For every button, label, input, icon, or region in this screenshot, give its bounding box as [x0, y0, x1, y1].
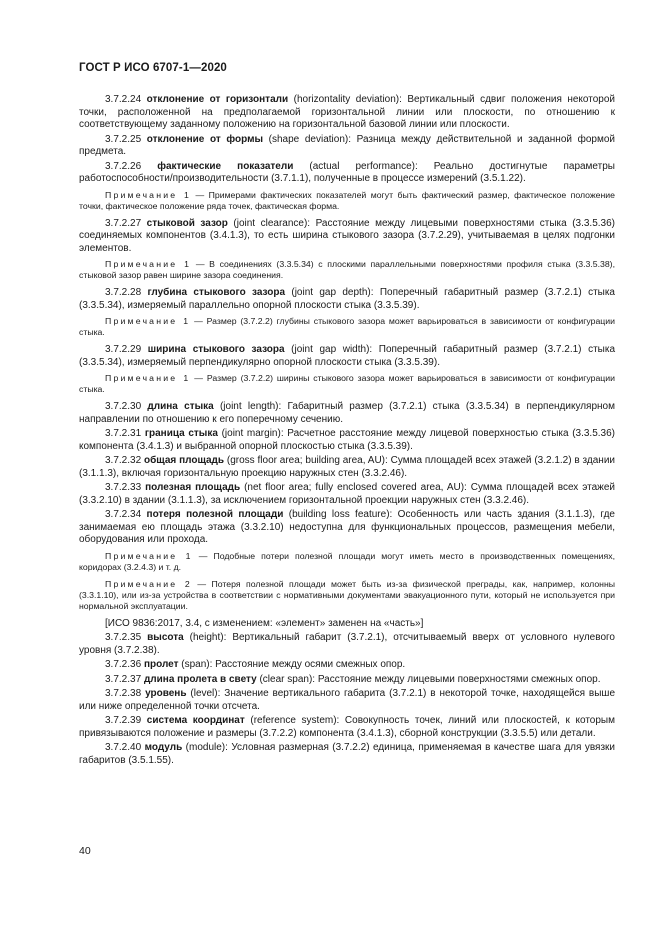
term-number: 3.7.2.34 — [105, 509, 142, 520]
note-label: Примечание 1 — [105, 259, 192, 269]
note-text: — Потеря полезной площади может быть из-за физической преграды, как, например, колонны (3.3.1.10), или из-за устройства в соответствии с нормативными документами эвакуационного пути, который не используется при нормальной эксплуатации. — [79, 578, 615, 611]
term-definition: (horizontality deviation): Вертикальный сдвиг положения некоторой точки, расположенной на предполагаемой горизонтальной линии или плоскости, по отношению к соответствующему заданному положению на горизонтальной базовой линии или плоскости. — [79, 94, 616, 130]
term-title: общая площадь — [144, 455, 225, 466]
note-label: Примечание 1 — [105, 189, 191, 200]
term-number: 3.7.2.27 — [105, 217, 142, 229]
term-definition: (net floor area; fully enclosed covered area, AU): Сумма площадей всех этажей (3.3.2.10) в здании (3.1.1.3), за исключением горизонтальной проекции наружных стен (3.3.2.46). — [79, 482, 616, 506]
term-number: 3.7.2.40 — [105, 742, 142, 753]
term-definition: (joint margin): Расчетное расстояние между лицевой поверхностью стыка (3.3.5.36) компонента (3.4.1.3) и выбранной опорной плоскостью стыка (3.3.5.39). — [79, 428, 615, 452]
term-title: граница стыка — [144, 428, 218, 439]
term-number: 3.7.2.30 — [105, 401, 142, 412]
term-entry — [79, 674, 615, 687]
source-text: [ИСО 9836:2017, 3.4, с изменением: «элемент» заменен на «часть»] — [105, 617, 424, 629]
term-title: фактические показатели — [157, 160, 294, 172]
term-entry — [79, 455, 615, 480]
note — [79, 316, 615, 338]
term-title: система координат — [146, 715, 245, 726]
note-text: — Размер (3.7.2.2) ширины стыкового зазора может варьироваться в зависимости от конфигурации стыка. — [79, 373, 615, 394]
term-definition: (joint gap depth): Поперечный габаритный размер (3.7.2.1) стыка (3.3.5.34), измеряемый параллельно опорной плоскости стыка (3.3.5.39). — [79, 287, 615, 311]
term-entry — [79, 632, 615, 657]
term-entry — [79, 94, 615, 132]
note-text: — Размер (3.7.2.2) глубины стыкового зазора может варьироваться в зависимости от конфигурации стыка. — [79, 316, 615, 337]
term-title: полезная площадь — [145, 482, 241, 493]
term-definition: (reference system): Совокупность точек, линий или плоскостей, к которым привязываются положение и размеры (3.7.2.2) компонента (3.4.1.3), сборной конструкции (3.3.5.5) или детали. — [79, 715, 615, 739]
term-title: пролет — [143, 659, 179, 670]
term-number: 3.7.2.28 — [105, 287, 142, 298]
term-entry — [79, 509, 615, 547]
document-body — [79, 94, 615, 769]
term-number: 3.7.2.38 — [105, 688, 142, 699]
term-entry — [79, 688, 615, 713]
term-number: 3.7.2.25 — [105, 133, 142, 145]
note — [79, 259, 615, 281]
term-entry — [79, 161, 615, 186]
term-number: 3.7.2.36 — [105, 659, 142, 670]
term-title: стыковой зазор — [146, 217, 228, 229]
term-entry — [79, 134, 615, 159]
term-definition: (span): Расстояние между осями смежных опор. — [178, 659, 406, 670]
term-definition: (joint length): Габаритный размер (3.7.2.1) стыка (3.3.5.34) в перпендикулярном направлении по отношению к его поперечному сечению. — [79, 401, 615, 425]
term-definition: (joint clearance): Расстояние между лицевыми поверхностями стыка (3.3.5.36) соединяемых компонентов (3.4.1.3), то есть ширина стыкового зазора (3.7.2.29), учитываемая в целях подгонки элементов. — [79, 217, 616, 254]
term-number: 3.7.2.31 — [105, 428, 142, 439]
page-number: 40 — [79, 845, 91, 857]
note-text: — В соединениях (3.3.5.34) с плоскими параллельными поверхностями профиля стыка (3.3.5.38), стыковой зазор равен ширине зазора соединения. — [79, 259, 615, 280]
term-number: 3.7.2.33 — [105, 482, 142, 493]
term-title: длина пролета в свету — [143, 673, 257, 685]
term-entry — [79, 401, 615, 426]
note-label: Примечание 2 — [105, 578, 192, 589]
term-title: потеря полезной площади — [146, 509, 284, 520]
term-number: 3.7.2.29 — [105, 344, 142, 355]
term-entry — [79, 742, 615, 767]
term-entry — [79, 218, 615, 256]
term-number: 3.7.2.26 — [105, 160, 142, 172]
term-definition: (building loss feature): Особенность или часть здания (3.1.1.3), где занимаемая ею площадь этажа (3.3.2.10) недоступна для функциональных процессов, размещения мебели, оборудования или прохода. — [79, 509, 615, 545]
term-definition: (gross floor area; building area, AU): Сумма площадей всех этажей (3.2.1.2) в здании (3.1.1.3), включая горизонтальную проекцию наружных стен (3.3.2.46). — [79, 455, 616, 479]
term-title: длина стыка — [147, 401, 214, 412]
note — [79, 579, 615, 612]
term-title: отклонение от горизонтали — [146, 94, 289, 105]
term-definition: (clear span): Расстояние между лицевыми поверхностями смежных опор. — [256, 673, 601, 685]
term-number: 3.7.2.35 — [105, 632, 142, 643]
note-text: — Подобные потери полезной площади могут иметь место в производственных помещениях, коридорах (3.2.4.3) и т. д. — [79, 550, 615, 572]
term-title: высота — [147, 632, 184, 643]
term-number: 3.7.2.32 — [105, 455, 142, 466]
term-definition: (shape deviation): Разница между действительной и заданной формой предмета. — [79, 133, 615, 157]
note-text: — Примерами фактических показателей могут быть фактический размер, фактическое положение точки, фактическое положение ряда точек, фактическая форма. — [79, 189, 615, 211]
term-number: 3.7.2.24 — [105, 94, 142, 105]
note — [79, 551, 615, 573]
note — [79, 373, 615, 395]
term-entry — [79, 482, 615, 507]
term-number: 3.7.2.39 — [105, 715, 142, 726]
term-entry — [79, 428, 615, 453]
document-header: ГОСТ Р ИСО 6707-1—2020 — [79, 62, 227, 74]
note — [79, 190, 615, 212]
term-definition: (module): Условная размерная (3.7.2.2) единица, применяемая в качестве шага для увязки габаритов (3.5.1.55). — [79, 742, 616, 766]
term-title: модуль — [144, 742, 183, 753]
term-entry — [79, 287, 615, 312]
source-reference — [79, 618, 615, 631]
term-definition: (actual performance): Реально достигнутые параметры работоспособности/производительности (3.7.1.1), полученные в процессе измерений (3.5.1.22). — [79, 160, 615, 184]
note-label: Примечание 1 — [105, 550, 193, 561]
term-number: 3.7.2.37 — [105, 673, 142, 685]
note-label: Примечание 1 — [105, 373, 191, 383]
term-definition: (joint gap width): Поперечный габаритный размер (3.7.2.1) стыка (3.3.5.34), измеряемый перпендикулярно опорной плоскости стыка (3.3.5.39). — [79, 344, 616, 368]
term-entry — [79, 659, 615, 672]
term-entry — [79, 715, 615, 740]
term-title: отклонение от формы — [146, 133, 264, 145]
term-title: уровень — [145, 688, 187, 699]
term-entry — [79, 344, 615, 369]
term-definition: (height): Вертикальный габарит (3.7.2.1), отсчитываемый вверх от условного нулевого уровня (3.7.2.38). — [79, 632, 615, 656]
term-title: глубина стыкового зазора — [147, 287, 286, 298]
term-title: ширина стыкового зазора — [147, 344, 285, 355]
note-label: Примечание 1 — [105, 316, 191, 326]
term-definition: (level): Значение вертикального габарита (3.7.2.1) в некоторой точке, находящейся выше или ниже определенной точки отсчета. — [79, 688, 616, 712]
